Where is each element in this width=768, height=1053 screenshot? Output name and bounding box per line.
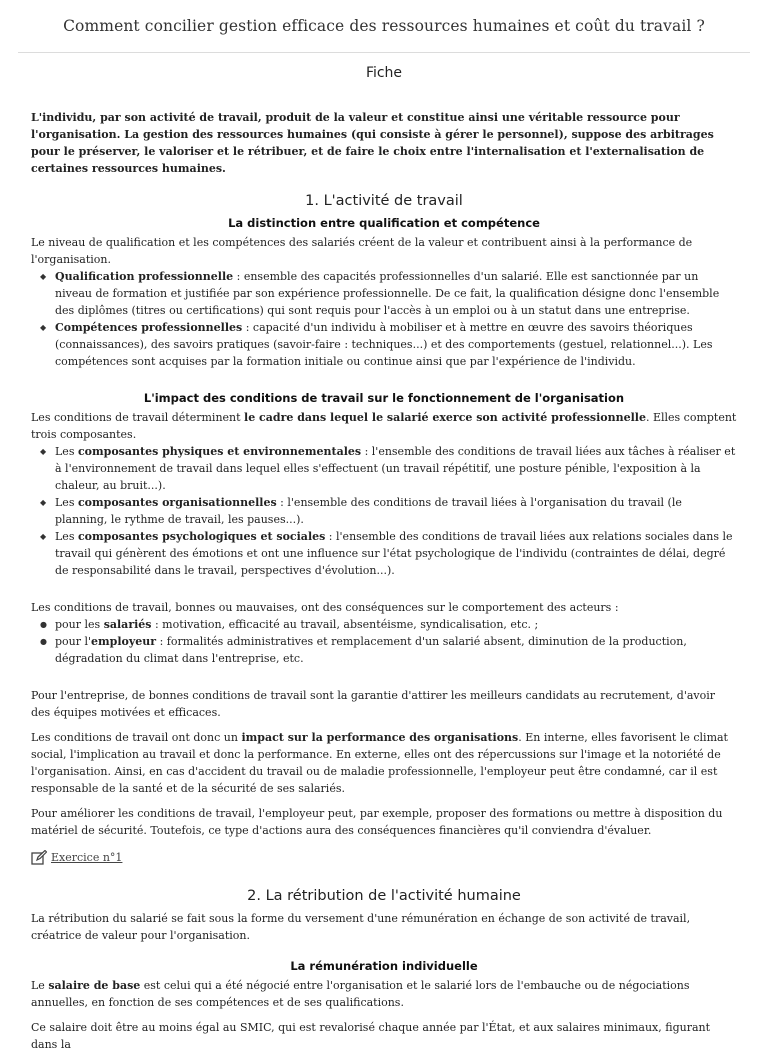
list-item: ◆ Les composantes psychologiques et sociales : l'ensemble des conditions de travail liées aux relations sociales dans le travail qui génèrent des émotions et ont une influence sur l'état psychologique de l'individu (contraintes de délai, degré de responsabilité dans le travail, perspectives d'évolution...). (55, 528, 737, 579)
section-2-heading: 2. La rétribution de l'activité humaine (247, 888, 521, 904)
paragraph-improvement: Pour améliorer les conditions de travail, l'employeur peut, par exemple, proposer des formations ou mettre à disposition du matériel de sécurité. Toutefois, ce type d'actions aura des conséquences financières qu'il conviendra d'évaluer. (31, 807, 723, 837)
document-content (0, 109, 768, 1053)
qualification-list (31, 268, 737, 370)
paragraph-attraction: Pour l'entreprise, de bonnes conditions de travail sont la garantie d'attirer les meilleurs candidats au recrutement, d'avoir des équipes motivées et efficaces. (31, 689, 716, 719)
conditions-lead: Les conditions de travail déterminent le cadre dans lequel le salarié exerce son activité professionnelle. Elles comptent trois composantes. (31, 411, 737, 441)
list-item: ◆ Qualification professionnelle : ensemble des capacités professionnelles d'un salarié. Elle est sanctionnée par un niveau de formation et justifiée par son expérience professionnelle. De ce fait, la qualification désigne donc l'ensemble des diplômes (titres ou certifications) qui sont requis pour l'accès à un emploi ou à un statut dans une entreprise. (55, 268, 737, 319)
subsection-remuneration-heading: La rémunération individuelle (290, 959, 478, 973)
exercise-link-row[interactable] (31, 849, 737, 866)
list-item: ◆ Les composantes organisationnelles : l'ensemble des conditions de travail liées à l'organisation du travail (le planning, le rythme de travail, les pauses...). (55, 494, 737, 528)
section-1-heading: 1. L'activité de travail (305, 193, 463, 209)
list-item: ◆ Compétences professionnelles : capacité d'un individu à mobiliser et à mettre en œuvre des savoirs théoriques (connaissances), des savoirs pratiques (savoir-faire : techniques...) et des comportements (gestuel, relationnel...). Les compétences sont acquises par la formation initiale ou continue ainsi que par l'expérience de l'individu. (55, 319, 737, 370)
consequences-list (31, 616, 737, 667)
edit-icon (31, 850, 47, 866)
exercise-link[interactable]: Exercice n°1 (51, 851, 123, 864)
list-item: ◆ Les composantes physiques et environnementales : l'ensemble des conditions de travail liées aux tâches à réaliser et à l'environnement de travail dans lequel elles s'effectuent (un travail répétitif, une posture pénible, l'exposition à la chaleur, au bruit...). (55, 443, 737, 494)
fiche-label: Fiche (365, 65, 403, 81)
paragraph-base-salary: Le salaire de base est celui qui a été négocié entre l'organisation et le salarié lors de l'embauche ou de négociations annuelles, en fonction de ses compétences et de ses qualifications. (31, 979, 690, 1009)
intro-paragraph: L'individu, par son activité de travail, produit de la valeur et constitue ainsi une véritable ressource pour l'organisation. La gestion des ressources humaines (qui consiste à gérer le personnel), suppose des arbitrages pour le préserver, le valoriser et le rétribuer, et de faire le choix entre l'internalisation et l'externalisation de certaines ressources humaines. (31, 111, 714, 175)
list-item: ● pour les salariés : motivation, efficacité au travail, absentéisme, syndicalisation, etc. ; (55, 616, 737, 633)
consequences-lead: Les conditions de travail, bonnes ou mauvaises, ont des conséquences sur le comportement des acteurs : (31, 601, 619, 614)
components-list (31, 443, 737, 579)
list-item: ● pour l'employeur : formalités administratives et remplacement d'un salarié absent, diminution de la production, dégradation du climat dans l'entreprise, etc. (55, 633, 737, 667)
page-title: Comment concilier gestion efficace des ressources humaines et coût du travail ? (18, 0, 750, 53)
subsection-conditions-heading: L'impact des conditions de travail sur le fonctionnement de l'organisation (143, 391, 625, 405)
subsection-qualification-heading: La distinction entre qualification et compétence (228, 216, 540, 230)
qualification-lead: Le niveau de qualification et les compétences des salariés créent de la valeur et contribuent ainsi à la performance de l'organisation. (31, 236, 693, 266)
paragraph-performance: Les conditions de travail ont donc un impact sur la performance des organisations. En interne, elles favorisent le climat social, l'implication au travail et donc la performance. En externe, elles ont des répercussions sur l'image et la notoriété de l'organisation. Ainsi, en cas d'accident du travail ou de maladie professionnelle, l'employeur peut être condamné, car il est responsable de la santé et de la sécurité de ses salariés. (31, 731, 728, 795)
paragraph-smic: Ce salaire doit être au moins égal au SMIC, qui est revalorisé chaque année par l'État, et aux salaires minimaux, figurant dans la (31, 1021, 711, 1051)
retribution-lead: La rétribution du salarié se fait sous la forme du versement d'une rémunération en échange de son activité de travail, créatrice de valeur pour l'organisation. (31, 912, 691, 942)
